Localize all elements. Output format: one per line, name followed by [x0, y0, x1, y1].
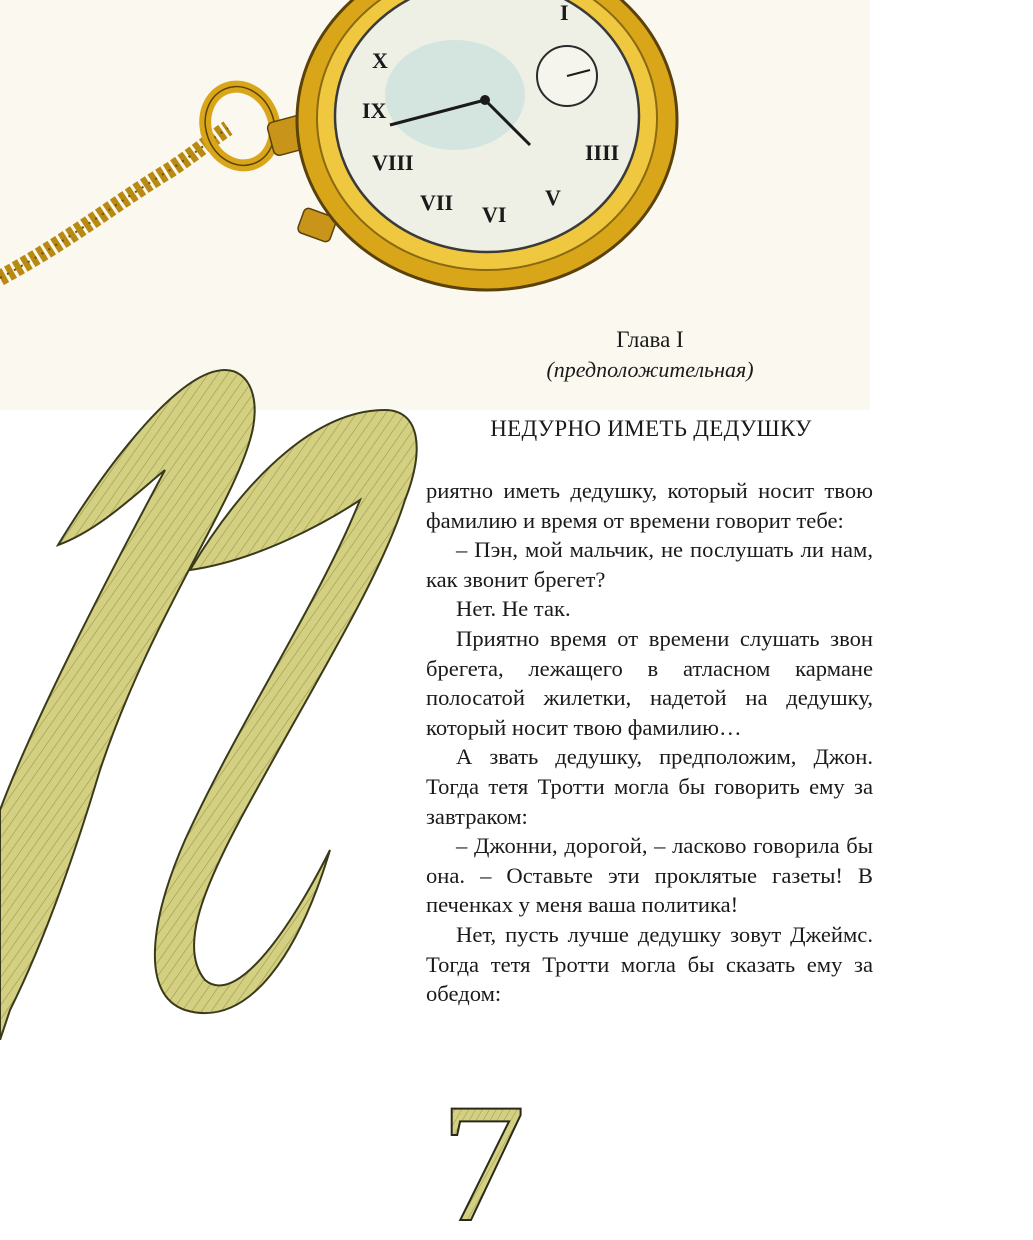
- svg-text:V: V: [545, 185, 561, 210]
- paragraph: Нет, пусть лучше дедушку зовут Джеймс. Тогда тетя Тротти могла бы сказать ему за обедом:: [426, 921, 873, 1007]
- svg-text:VIII: VIII: [372, 150, 414, 175]
- paragraph: А звать дедушку, предположим, Джон. Тогда тетя Тротти могла бы говорить ему за завтраком:: [426, 744, 873, 829]
- pocket-watch-icon: [0, 0, 700, 300]
- paragraph: Нет. Не так.: [456, 596, 571, 622]
- chapter-body-text: [426, 476, 873, 1009]
- paragraph: – Пэн, мой мальчик, не послушать ли нам, как звонит брегет?: [426, 537, 873, 592]
- chapter-title: НЕДУРНО ИМЕТЬ ДЕДУШКУ: [490, 416, 812, 441]
- paragraph: риятно иметь дедушку, который носит твою фамилию и время от времени говорит тебе:: [426, 478, 873, 533]
- paragraph: – Джонни, дорогой, – ласково говорила бы она. – Оставьте эти проклятые газеты! В печенках у меня ваша политика!: [426, 833, 873, 918]
- drop-cap-letter: [0, 350, 440, 1040]
- svg-text:I: I: [560, 0, 569, 25]
- page-number: [438, 1078, 528, 1228]
- chapter-heading: Глава I: [616, 327, 684, 352]
- svg-text:IIII: IIII: [585, 140, 620, 165]
- chapter-subtitle: (предположительная): [546, 357, 754, 382]
- svg-text:X: X: [372, 48, 388, 73]
- paragraph: Приятно время от времени слушать звон брегета, лежащего в атласном кармане полосатой жилетки, надетой на дедушку, который носит твою фамилию…: [426, 625, 873, 740]
- svg-text:IX: IX: [362, 98, 387, 123]
- svg-text:VII: VII: [420, 190, 454, 215]
- page-number-text: 7: [440, 1078, 526, 1228]
- svg-text:VI: VI: [482, 202, 507, 227]
